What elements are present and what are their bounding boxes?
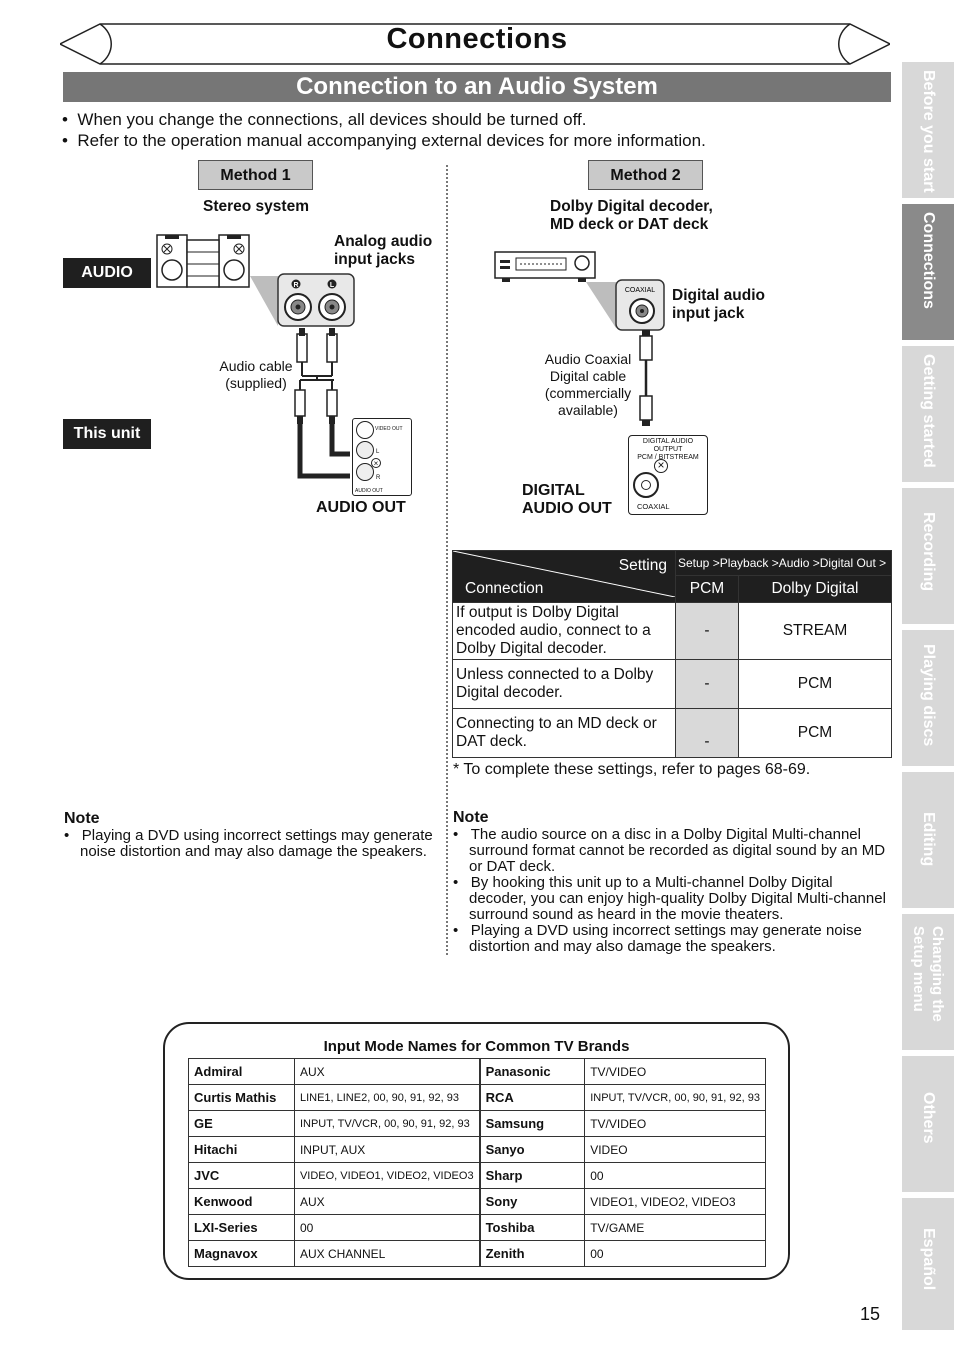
side-tab-playing-discs[interactable]: Playing discs: [902, 630, 954, 766]
table-row: Curtis Mathis LINE1, LINE2, 00, 90, 91, 92, 93 RCA INPUT, TV/VCR, 00, 90, 91, 92, 93: [189, 1085, 766, 1111]
note-item: • By hooking this unit up to a Multi-channel Dolby Digital decoder, you can enjoy high-quality Dolby Digital Multi-channel surround sound as heard in the movie theaters.: [453, 874, 886, 923]
decoder-device-icon: [494, 250, 598, 286]
side-tab-editing[interactable]: Editing: [902, 772, 954, 908]
audio-out-l-jack-icon: [356, 441, 374, 459]
table-row: Magnavox AUX CHANNEL Zenith 00: [189, 1241, 766, 1267]
digital-audio-out-label: DIGITAL AUDIO OUT: [522, 482, 612, 517]
col-pcm: PCM: [676, 576, 739, 603]
unit-rear-panel: [352, 418, 412, 496]
page-title: Connections: [386, 23, 568, 55]
tv-brands-title: Input Mode Names for Common TV Brands: [323, 1038, 630, 1055]
coaxial-small-label: COAXIAL: [624, 287, 656, 294]
note-right: [453, 809, 889, 955]
audio-cable-label: Audio cable (supplied): [219, 358, 293, 391]
side-tab-espanol[interactable]: Español: [902, 1198, 954, 1330]
side-tab-before-you-start[interactable]: Before you start: [902, 62, 954, 198]
side-tab-getting-started[interactable]: Getting started: [902, 346, 954, 482]
table-row: Connecting to an MD deck or DAT deck. - PCM: [453, 709, 892, 758]
stereo-system-icon: [155, 232, 251, 290]
col-dolby: Dolby Digital: [739, 576, 892, 603]
header-connection: Connection: [465, 580, 544, 597]
coaxial-cable-label: Audio Coaxial Digital cable (commercially available): [544, 351, 632, 418]
settings-table: [452, 550, 892, 758]
side-tab-recording[interactable]: Recording: [902, 488, 954, 624]
note-item: • Playing a DVD using incorrect settings may generate noise distortion and may also damage the speakers.: [64, 827, 433, 860]
table-row: Admiral AUX Panasonic TV/VIDEO: [189, 1059, 766, 1085]
digital-input-jack-icon: [586, 278, 666, 332]
video-out-jack-icon: [356, 421, 374, 439]
tv-brands-table: [188, 1058, 766, 1267]
note-title: Note: [453, 809, 489, 826]
method2-device: Dolby Digital decoder, MD deck or DAT deck: [550, 198, 713, 233]
side-tab-connections[interactable]: Connections: [902, 204, 954, 340]
settings-path: Setup >Playback >Audio >Digital Out >: [676, 551, 892, 576]
table-row: GE INPUT, TV/VCR, 00, 90, 91, 92, 93 Samsung TV/VIDEO: [189, 1111, 766, 1137]
page-number: 15: [860, 1304, 881, 1324]
audio-out-label: AUDIO OUT: [316, 499, 406, 516]
column-divider: [446, 165, 448, 955]
note-item: • Playing a DVD using incorrect settings may generate noise distortion and may also damage the speakers.: [453, 922, 862, 955]
coaxial-out-jack-icon: [633, 472, 659, 498]
table-row: JVC VIDEO, VIDEO1, VIDEO2, VIDEO3 Sharp 00: [189, 1163, 766, 1189]
table-row: Kenwood AUX Sony VIDEO1, VIDEO2, VIDEO3: [189, 1189, 766, 1215]
panel-l-label: L: [376, 449, 380, 455]
digital-out-panel: [628, 435, 708, 515]
note-left: [64, 810, 434, 860]
table-row: Unless connected to a Dolby Digital decoder. - PCM: [453, 660, 892, 709]
table-row: If output is Dolby Digital encoded audio, connect to a Dolby Digital decoder. - STREAM: [453, 603, 892, 660]
note-title: Note: [64, 810, 100, 827]
panel-audio-out-label: AUDIO OUT: [355, 488, 383, 494]
bullet-item: • Refer to the operation manual accompanying external devices for more information.: [62, 131, 706, 150]
bullet-item: • When you change the connections, all devices should be turned off.: [62, 110, 587, 129]
method1-device: Stereo system: [203, 198, 309, 215]
panel-video-out-label: VIDEO OUT: [375, 426, 403, 432]
side-tab-others[interactable]: Others: [902, 1056, 954, 1192]
method2-label: Method 2: [588, 160, 703, 190]
audio-badge: AUDIO: [63, 258, 151, 288]
panel-r-label: R: [376, 475, 381, 481]
digital-panel-title: DIGITAL AUDIO OUTPUT PCM / BITSTREAM: [637, 438, 699, 461]
settings-footnote: * To complete these settings, refer to pages 68-69.: [453, 761, 811, 778]
jack-r-label: R: [293, 282, 299, 289]
jack-l-label: L: [329, 282, 335, 289]
note-item: • The audio source on a disc in a Dolby Digital Multi-channel surround format cannot be recorded as digital sound by an MD or DAT deck.: [453, 826, 886, 875]
screw-icon: ×: [371, 458, 381, 468]
analog-input-jacks-icon: [250, 270, 356, 330]
this-unit-badge: This unit: [63, 419, 151, 449]
header-setting-connection: [453, 551, 676, 603]
digital-jack-label: Digital audio input jack: [672, 287, 765, 322]
header-setting: Setting: [618, 557, 667, 574]
table-row: Hitachi INPUT, AUX Sanyo VIDEO: [189, 1137, 766, 1163]
panel-coaxial-label: COAXIAL: [637, 502, 670, 511]
method1-label: Method 1: [198, 160, 313, 190]
analog-jacks-label: Analog audio input jacks: [334, 233, 433, 268]
intro-bullets: [62, 109, 892, 151]
table-row: LXI-Series 00 Toshiba TV/GAME: [189, 1215, 766, 1241]
screw-icon: ×: [654, 459, 668, 473]
section-title: Connection to an Audio System: [296, 73, 658, 100]
side-tab-changing-setup-menu[interactable]: Changing the Setup menu: [902, 914, 954, 1050]
